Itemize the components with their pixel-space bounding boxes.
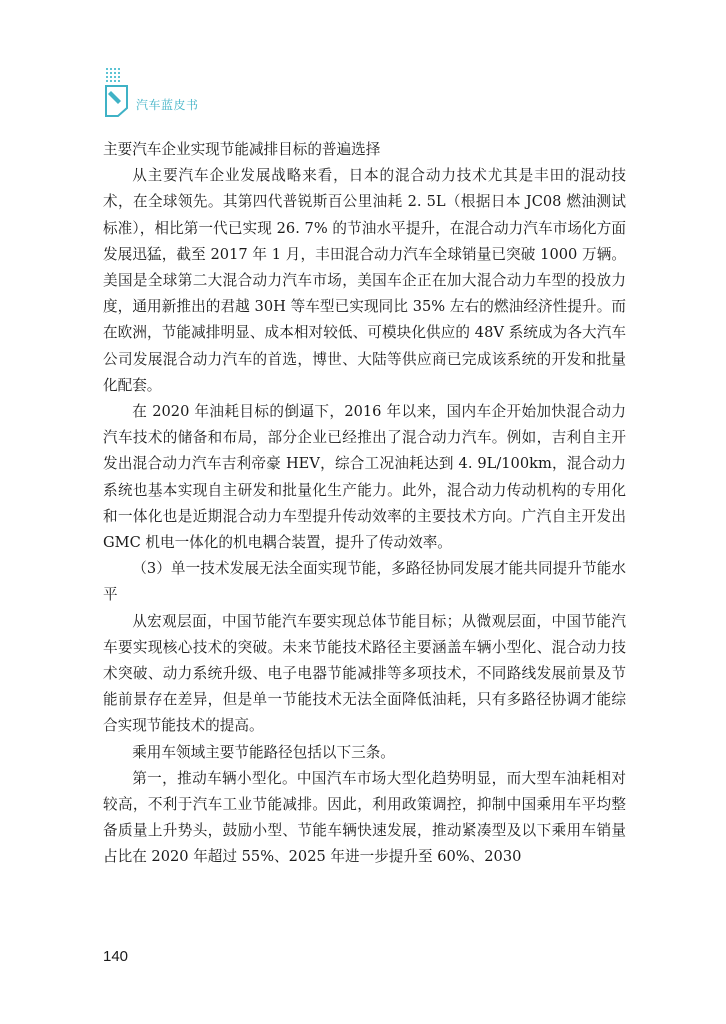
paragraph-vehicle-downsizing: 第一，推动车辆小型化。中国汽车市场大型化趋势明显，而大型车油耗相对较高，不利于汽车工业节能减排。因此，利用政策调控，抑制中国乘用车平均整备质量上升势头，鼓励小型、节能车辆快速发展，推动紧凑型及以下乘用车销量占比在 2020 年超过 55%、2025 年进一步提升至 60%、2030 xyxy=(103,769,626,866)
page-number: 140 xyxy=(103,948,129,965)
section-heading-continued: 主要汽车企业实现节能减排目标的普遍选择 xyxy=(103,141,381,158)
page-body xyxy=(103,137,626,871)
paragraph-macro-micro: 从宏观层面，中国节能汽车要实现总体节能目标；从微观层面，中国节能汽车要实现核心技术的突破。未来节能技术路径主要涵盖车辆小型化、混合动力技术突破、动力系统升级、电子电器节能减排等多项技术，不同路线发展前景及节能前景存在差异，但是单一节能技术无法全面降低油耗，只有多路径协调才能综合实现节能技术的提高。 xyxy=(103,612,626,735)
series-title: 汽车蓝皮书 xyxy=(136,98,199,112)
book-series-logo-icon xyxy=(103,66,139,118)
paragraph-domestic-automakers: 在 2020 年油耗目标的倒逼下，2016 年以来，国内车企开始加快混合动力汽车技术的储备和布局，部分企业已经推出了混合动力汽车。例如，吉利自主开发出混合动力汽车吉利帝豪 HEV，综合工况油耗达到 4. 9L/100km，混合动力系统也基本实现自主研发和批量化生产能力。此外，混合动力传动机构的专用化和一体化也是近期混合动力车型提升传动效率的主要技术方向。广汽自主开发出 GMC 机电一体化的机电耦合装置，提升了传动效率。 xyxy=(103,403,626,552)
paragraph-enterprise-strategy: 从主要汽车企业发展战略来看，日本的混合动力技术尤其是丰田的混动技术，在全球领先。其第四代普锐斯百公里油耗 2. 5L（根据日本 JC08 燃油测试标准），相比第一代已实现 26. 7% 的节油水平提升，在混合动力汽车市场化方面发展迅猛，截至 2017 年 1 月，丰田混合动力汽车全球销量已突破 1000 万辆。美国是全球第二大混合动力汽车市场，美国车企正在加大混合动力车型的投放力度，通用新推出的君越 30H 等车型已实现同比 35% 左右的燃油经济性提升。而在欧洲，节能减排明显、成本相对较低、可模块化供应的 48V 系统成为各大汽车公司发展混合动力汽车的首选，博世、大陆等供应商已完成该系统的开发和批量化配套。 xyxy=(103,167,626,394)
paragraph-three-paths: 乘用车领域主要节能路径包括以下三条。 xyxy=(132,743,395,761)
section-heading-multipath: （3）单一技术发展无法全面实现节能，多路径协同发展才能共同提升节能水平 xyxy=(103,560,626,604)
